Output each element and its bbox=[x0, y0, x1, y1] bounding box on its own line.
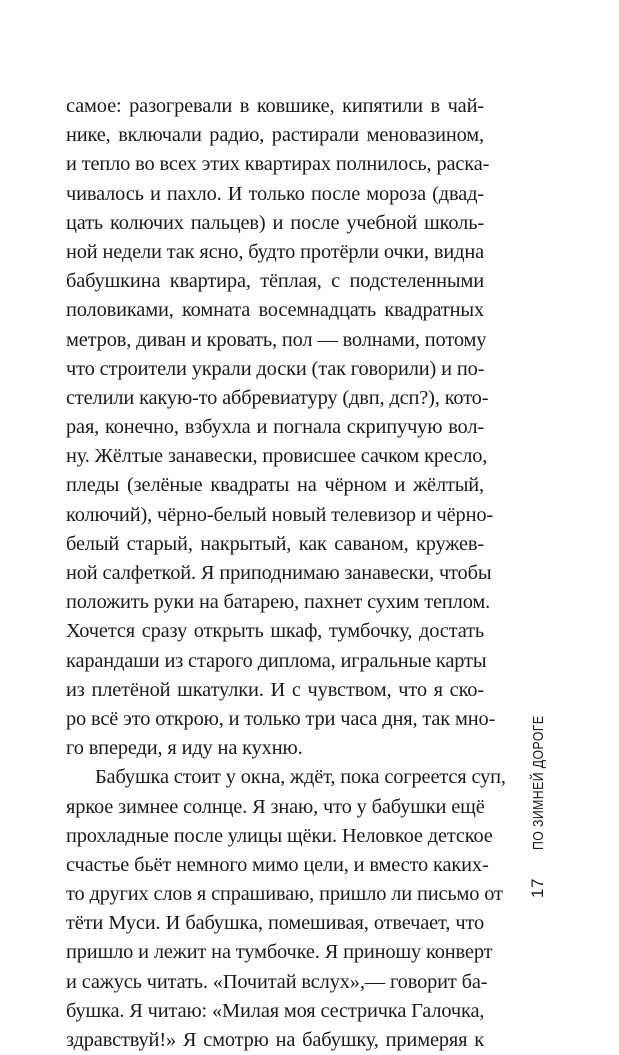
running-head bbox=[528, 686, 548, 898]
text-line: карандаши из старого диплома, игральные карты bbox=[66, 649, 487, 672]
text-line: бушка. Я читаю: «Милая моя сестричка Галочка, bbox=[66, 999, 485, 1022]
text-line: яркое зимнее солнце. Я знаю, что у бабушки ещё bbox=[66, 795, 485, 818]
text-line: пришло и лежит на тумбочке. Я приношу конверт bbox=[66, 941, 493, 964]
text-line: самое: разогревали в ковшике, кипятили в чай- bbox=[66, 95, 484, 117]
text-line: из плетёной шкатулки. И с чувством, что я ско- bbox=[66, 678, 484, 701]
text-line: ро всё это открою, и только три часа дня, так мно- bbox=[66, 707, 496, 730]
paragraph-2 bbox=[66, 763, 506, 1055]
text-line: Бабушка стоит у окна, ждёт, пока согреется суп, bbox=[95, 766, 506, 789]
page-number: 17 bbox=[528, 878, 547, 898]
text-line: Хочется сразу открыть шкаф, тумбочку, достать bbox=[66, 620, 484, 643]
text-line: пледы (зелёные квадраты на чёрном и жёлтый, bbox=[66, 474, 484, 497]
text-line: чивалось и пахло. И только после мороза (двад- bbox=[66, 182, 484, 205]
text-line: нике, включали радио, растирали меновазином, bbox=[66, 124, 484, 147]
text-line: метров, диван и кровать, пол — волнами, потому bbox=[66, 328, 487, 351]
text-line: стелили какую-то аббревиатуру (двп, дсп?), кото- bbox=[66, 386, 489, 409]
text-line: тёти Муси. И бабушка, помешивая, отвечает, что bbox=[66, 912, 484, 935]
text-line: и тепло во всех этих квартирах полнилось, раска- bbox=[66, 153, 490, 176]
text-line: то других слов я спрашиваю, пришло ли письмо от bbox=[66, 883, 503, 906]
text-line: колючий), чёрно-белый новый телевизор и чёрно- bbox=[66, 503, 494, 526]
text-line: половиками, комната восемнадцать квадратных bbox=[66, 299, 484, 322]
body-text bbox=[66, 92, 506, 1055]
text-line: счастье бьёт немного мимо цели, и вместо каких- bbox=[66, 853, 489, 876]
text-line: го впереди, я иду на кухню. bbox=[66, 737, 303, 760]
running-title: ПО ЗИМНЕЙ ДОРОГЕ bbox=[530, 715, 547, 851]
text-line: ной салфеткой. Я приподнимаю занавески, чтобы bbox=[66, 562, 492, 584]
text-line: положить руки на батарею, пахнет сухим теплом. bbox=[66, 591, 491, 614]
text-line: и сажусь читать. «Почитай вслух»,— говорит ба- bbox=[66, 970, 488, 993]
text-line: что строители украли доски (так говорили) и по- bbox=[66, 357, 485, 380]
text-line: рая, конечно, взбухла и погнала скрипучую вол- bbox=[66, 416, 484, 439]
text-line: белый старый, накрытый, как саваном, кружев- bbox=[66, 532, 484, 555]
text-line: цать колючих пальцев) и после учебной школь- bbox=[66, 211, 484, 234]
text-line: ну. Жёлтые занавески, провисшее сачком кресло, bbox=[66, 445, 488, 468]
text-line: прохладные после улицы щёки. Неловкое детское bbox=[66, 824, 493, 847]
paragraph-1 bbox=[66, 92, 496, 763]
text-line: ной недели так ясно, будто протёрли очки, видна bbox=[66, 240, 485, 263]
text-line: бабушкина квартира, тёплая, с подстеленными bbox=[66, 270, 484, 293]
text-line: здравствуй!» Я смотрю на бабушку, примеряя к bbox=[66, 1029, 484, 1051]
